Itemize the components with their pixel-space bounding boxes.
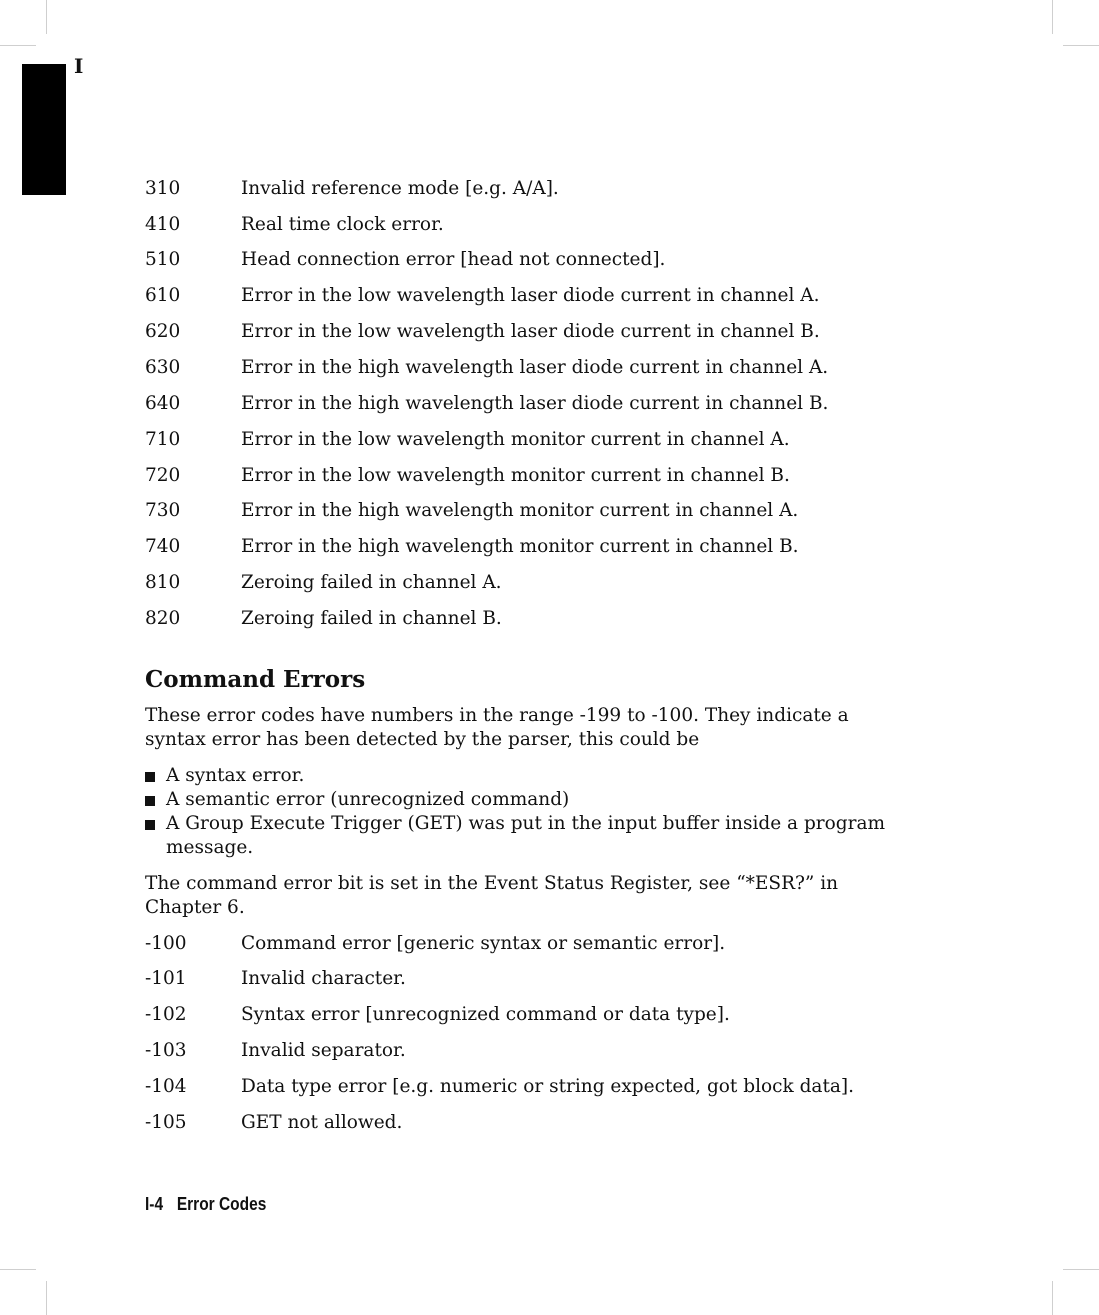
error-message: Error in the high wavelength laser diode current in channel B. — [241, 393, 829, 414]
error-message: Invalid character. — [241, 968, 406, 989]
error-message: Head connection error [head not connected]. — [241, 249, 666, 270]
error-code: 720 — [145, 465, 181, 486]
note-paragraph: The command error bit is set in the Event Status Register, see “*ESR?” in Chapter 6. — [145, 873, 839, 918]
error-message: Error in the low wavelength laser diode current in channel B. — [241, 321, 820, 342]
error-code: 810 — [145, 572, 181, 593]
error-message: Error in the high wavelength monitor current in channel A. — [241, 500, 799, 521]
error-message: Invalid reference mode [e.g. A/A]. — [241, 178, 559, 199]
footer-section-title: Error Codes — [176, 1194, 267, 1214]
error-message: Syntax error [unrecognized command or data type]. — [241, 1004, 730, 1025]
chapter-tab-block — [22, 64, 66, 195]
error-message: Error in the high wavelength laser diode current in channel A. — [241, 357, 829, 378]
error-code: 410 — [145, 214, 181, 235]
crop-mark — [1052, 1281, 1053, 1315]
error-code: 710 — [145, 429, 181, 450]
bullet-text: A semantic error (unrecognized command) — [166, 789, 570, 810]
error-code: -105 — [145, 1112, 187, 1133]
section-heading: Command Errors — [145, 666, 366, 693]
bullet-square-icon — [145, 796, 155, 806]
crop-mark — [1063, 1269, 1099, 1270]
crop-mark — [1063, 45, 1099, 46]
error-code: 620 — [145, 321, 181, 342]
error-code: -100 — [145, 933, 187, 954]
page-footer — [145, 1194, 266, 1215]
crop-mark — [0, 1269, 36, 1270]
error-code: 510 — [145, 249, 181, 270]
bullet-square-icon — [145, 772, 155, 782]
error-code: 740 — [145, 536, 181, 557]
error-message: Command error [generic syntax or semantic error]. — [241, 933, 726, 954]
error-code: 730 — [145, 500, 181, 521]
page-number: I-4 — [145, 1194, 164, 1214]
error-message: Invalid separator. — [241, 1040, 406, 1061]
error-message: Error in the low wavelength laser diode current in channel A. — [241, 285, 820, 306]
error-message: GET not allowed. — [241, 1112, 403, 1133]
error-code: -102 — [145, 1004, 187, 1025]
error-code: 640 — [145, 393, 181, 414]
error-message: Data type error [e.g. numeric or string expected, got block data]. — [241, 1076, 855, 1097]
error-code: -104 — [145, 1076, 187, 1097]
crop-mark — [1052, 0, 1053, 34]
error-code: 820 — [145, 608, 181, 629]
error-message: Zeroing failed in channel A. — [241, 572, 502, 593]
error-code: -101 — [145, 968, 187, 989]
error-message: Error in the high wavelength monitor current in channel B. — [241, 536, 799, 557]
intro-paragraph: These error codes have numbers in the range -199 to -100. They indicate a syntax error has been detected by the parser, this could be — [145, 705, 849, 750]
crop-mark — [46, 0, 47, 34]
error-message: Error in the low wavelength monitor current in channel A. — [241, 429, 790, 450]
error-message: Zeroing failed in channel B. — [241, 608, 502, 629]
error-code: 310 — [145, 178, 181, 199]
crop-mark — [0, 45, 36, 46]
error-code: -103 — [145, 1040, 187, 1061]
crop-mark — [46, 1281, 47, 1315]
error-code: 630 — [145, 357, 181, 378]
bullet-text: A Group Execute Trigger (GET) was put in the input buffer inside a program message. — [166, 813, 886, 858]
error-message: Error in the low wavelength monitor current in channel B. — [241, 465, 790, 486]
bullet-text: A syntax error. — [166, 765, 305, 786]
chapter-tab-letter: I — [74, 54, 84, 78]
error-message: Real time clock error. — [241, 214, 444, 235]
error-code: 610 — [145, 285, 181, 306]
bullet-square-icon — [145, 820, 155, 830]
